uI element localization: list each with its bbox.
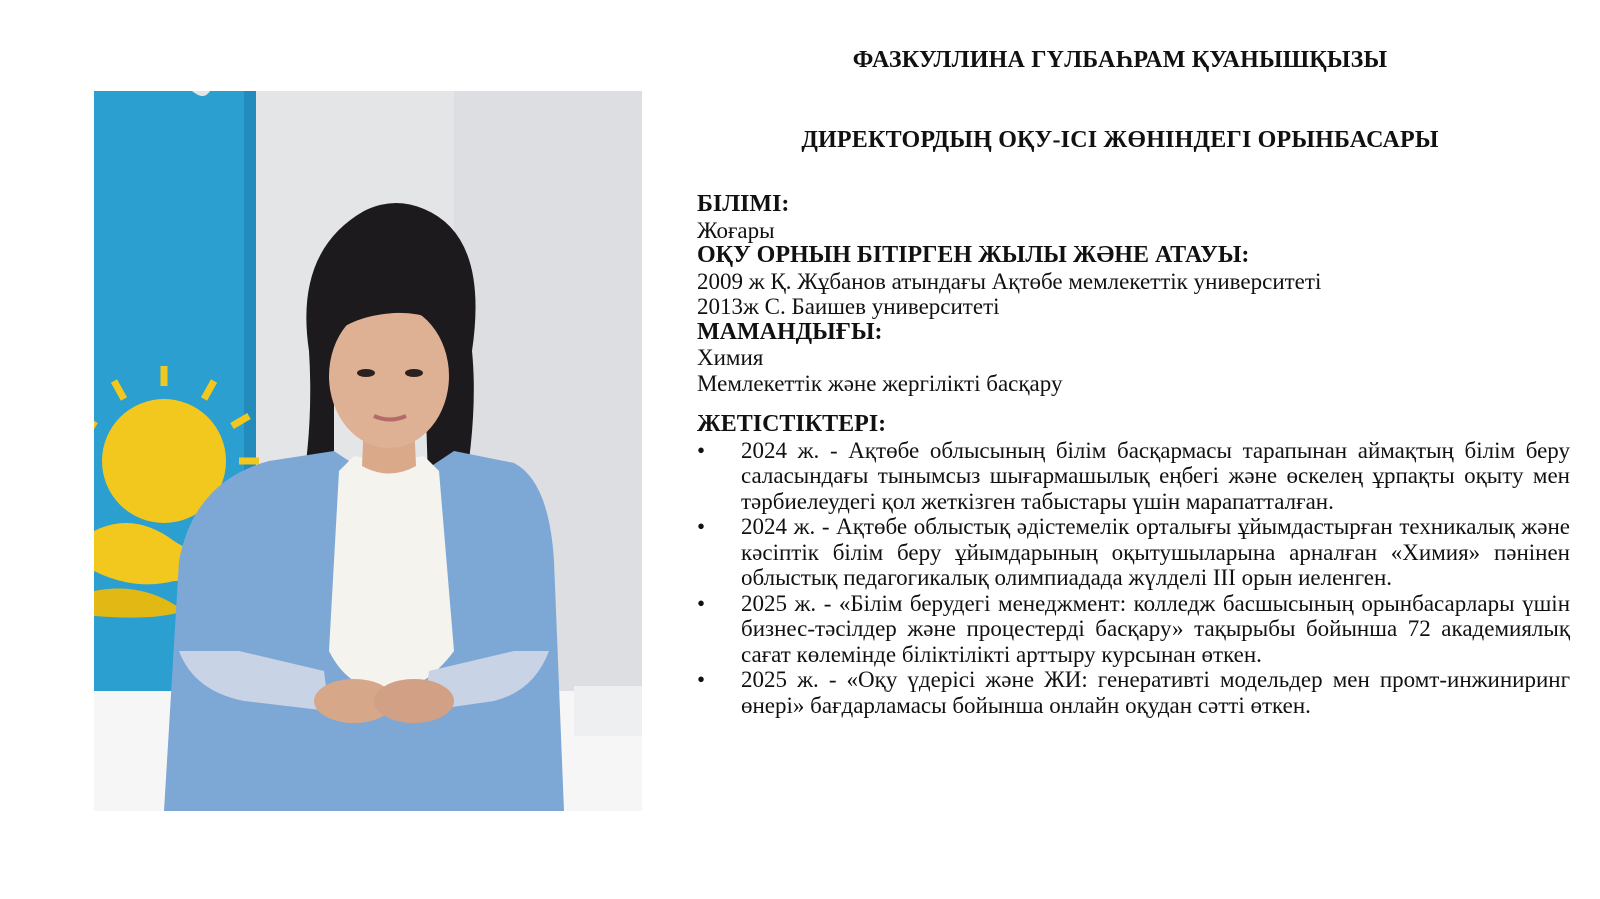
list-item bbox=[697, 667, 1570, 718]
specialty-line: Мемлекеттік және жергілікті басқару bbox=[697, 370, 1063, 396]
person-name: ФАЗКУЛЛИНА ГҮЛБАҺРАМ ҚУАНЫШҚЫЗЫ bbox=[852, 47, 1388, 73]
achievements-list bbox=[697, 438, 1570, 719]
portrait-photo bbox=[94, 91, 642, 811]
bullet-icon: • bbox=[697, 667, 706, 692]
achievement-text: 2024 ж. - Ақтөбе облыстық әдістемелік орталығы ұйымдастырған техникалық және кәсіптік білім беру ұйымдарының оқытушыларына арналған «Химия» пәнінен облыстық педагогикалық олимпиадада жүлделі ІІІ орын иеленген. bbox=[741, 514, 1570, 590]
bullet-icon: • bbox=[697, 437, 706, 463]
achievement-text: 2024 ж. - Ақтөбе облысының білім басқармасы тарапынан аймақтың білім беру саласындағы тынымсыз шығармашылық еңбегі және өскелең ұрпақты оқыту мен тәрбиелеудегі қол жеткізген табыстары үшін марапатталған. bbox=[741, 437, 1570, 514]
achievements-heading: ЖЕТІСТІКТЕРІ: bbox=[697, 411, 887, 437]
bullet-icon: • bbox=[697, 590, 706, 616]
list-item bbox=[697, 438, 1570, 515]
achievement-text: 2025 ж. - «Білім берудегі менеджмент: колледж басшысының орынбасарлары үшін бизнес-тәсілдер және процестерді басқару» тақырыбы бойынша 72 академиялық сағат көлемінде біліктілікті арттыру курсынан өткен. bbox=[741, 590, 1570, 667]
specialty-heading: МАМАНДЫҒЫ: bbox=[697, 318, 883, 345]
graduation-line: 2009 ж Қ. Жұбанов атындағы Ақтөбе мемлекеттік университеті bbox=[697, 268, 1322, 294]
bullet-icon: • bbox=[697, 514, 706, 539]
list-item bbox=[697, 591, 1570, 668]
job-title: ДИРЕКТОРДЫҢ ОҚУ-ІСІ ЖӨНІНДЕГІ ОРЫНБАСАРЫ bbox=[801, 127, 1439, 153]
graduation-heading: ОҚУ ОРНЫН БІТІРГЕН ЖЫЛЫ ЖӘНЕ АТАУЫ: bbox=[697, 242, 1250, 268]
graduation-line: 2013ж С. Баишев университеті bbox=[697, 294, 1000, 319]
specialty-line: Химия bbox=[697, 345, 764, 370]
education-heading: БІЛІМІ: bbox=[697, 191, 790, 217]
education-value: Жоғары bbox=[697, 217, 775, 243]
list-item bbox=[697, 514, 1570, 591]
achievement-text: 2025 ж. - «Оқу үдерісі және ЖИ: генеративті модельдер мен промт-инжиниринг өнері» бағдарламасы бойынша онлайн оқудан сәтті өткен. bbox=[741, 667, 1570, 718]
info-block bbox=[697, 192, 1570, 718]
